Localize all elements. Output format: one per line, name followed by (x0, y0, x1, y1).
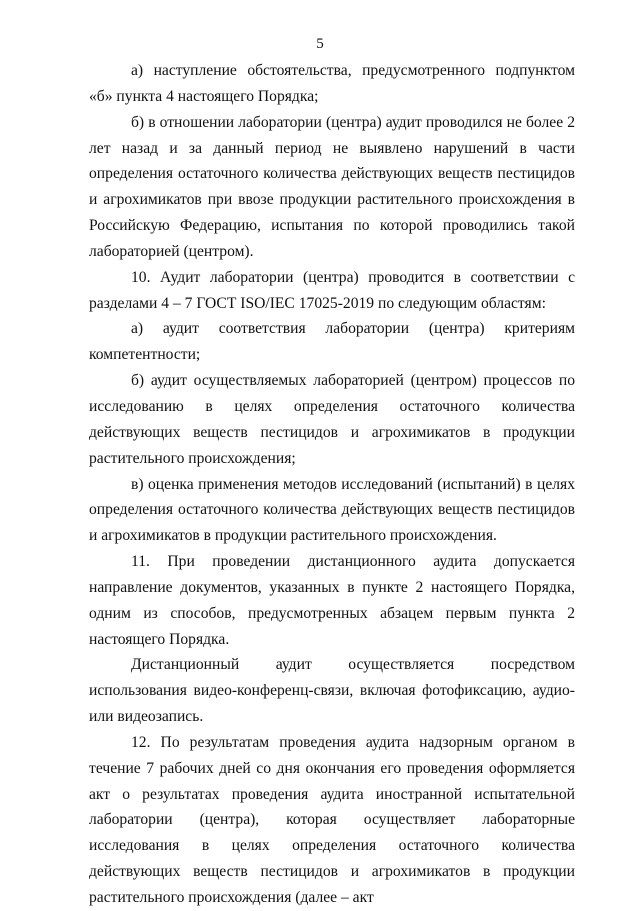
paragraph-remote-audit: Дистанционный аудит осуществляется посредством использования видео-конференц-связи, включая фотофиксацию, аудио- или видеозапись. (89, 656, 575, 726)
paragraph-item-b: б) в отношении лаборатории (центра) аудит проводился не более 2 лет назад и за данный период не выявлено нарушений в части определения остаточного количества действующих веществ пестицидов и агрохимикатов при ввозе продукции растительного происхождения в Российскую Федерацию, испытания по которой проводились такой лабораторией (центром). (89, 113, 575, 260)
paragraph-clause-10-a: а) аудит соответствия лаборатории (центра) критериям компетентности; (89, 320, 575, 364)
page-number: 5 (316, 36, 324, 52)
paragraph-item-a: а) наступление обстоятельства, предусмотренного подпунктом «б» пункта 4 настоящего Порядка; (89, 62, 575, 105)
paragraph-clause-10-b: б) аудит осуществляемых лабораторией (центром) процессов по исследованию в целях определения остаточного количества действующих веществ пестицидов и агрохимикатов в продукции растительного происхождения; (89, 372, 575, 467)
paragraph-clause-10-c: в) оценка применения методов исследований (испытаний) в целях определения остаточного количества действующих веществ пестицидов и агрохимикатов в продукции растительного происхождения. (89, 475, 575, 545)
paragraph-clause-11: 11. При проведении дистанционного аудита допускается направление документов, указанных в пункте 2 настоящего Порядка, одним из способов, предусмотренных абзацем первым пункта 2 настоящего Порядка. (89, 553, 575, 648)
paragraph-clause-10: 10. Аудит лаборатории (центра) проводится в соответствии с разделами 4 – 7 ГОСТ ISO/IEC 17025-2019 по следующим областям: (89, 268, 575, 312)
paragraph-clause-12: 12. По результатам проведения аудита надзорным органом в течение 7 рабочих дней со дня окончания его проведения оформляется акт о результатах проведения аудита иностранной испытательной лаборатории (центра), которая осуществляет лабораторные исследования в целях определения остаточного количества действующих веществ пестицидов и агрохимикатов в продукции растительного происхождения (далее – акт (89, 733, 575, 906)
document-body (89, 58, 575, 911)
